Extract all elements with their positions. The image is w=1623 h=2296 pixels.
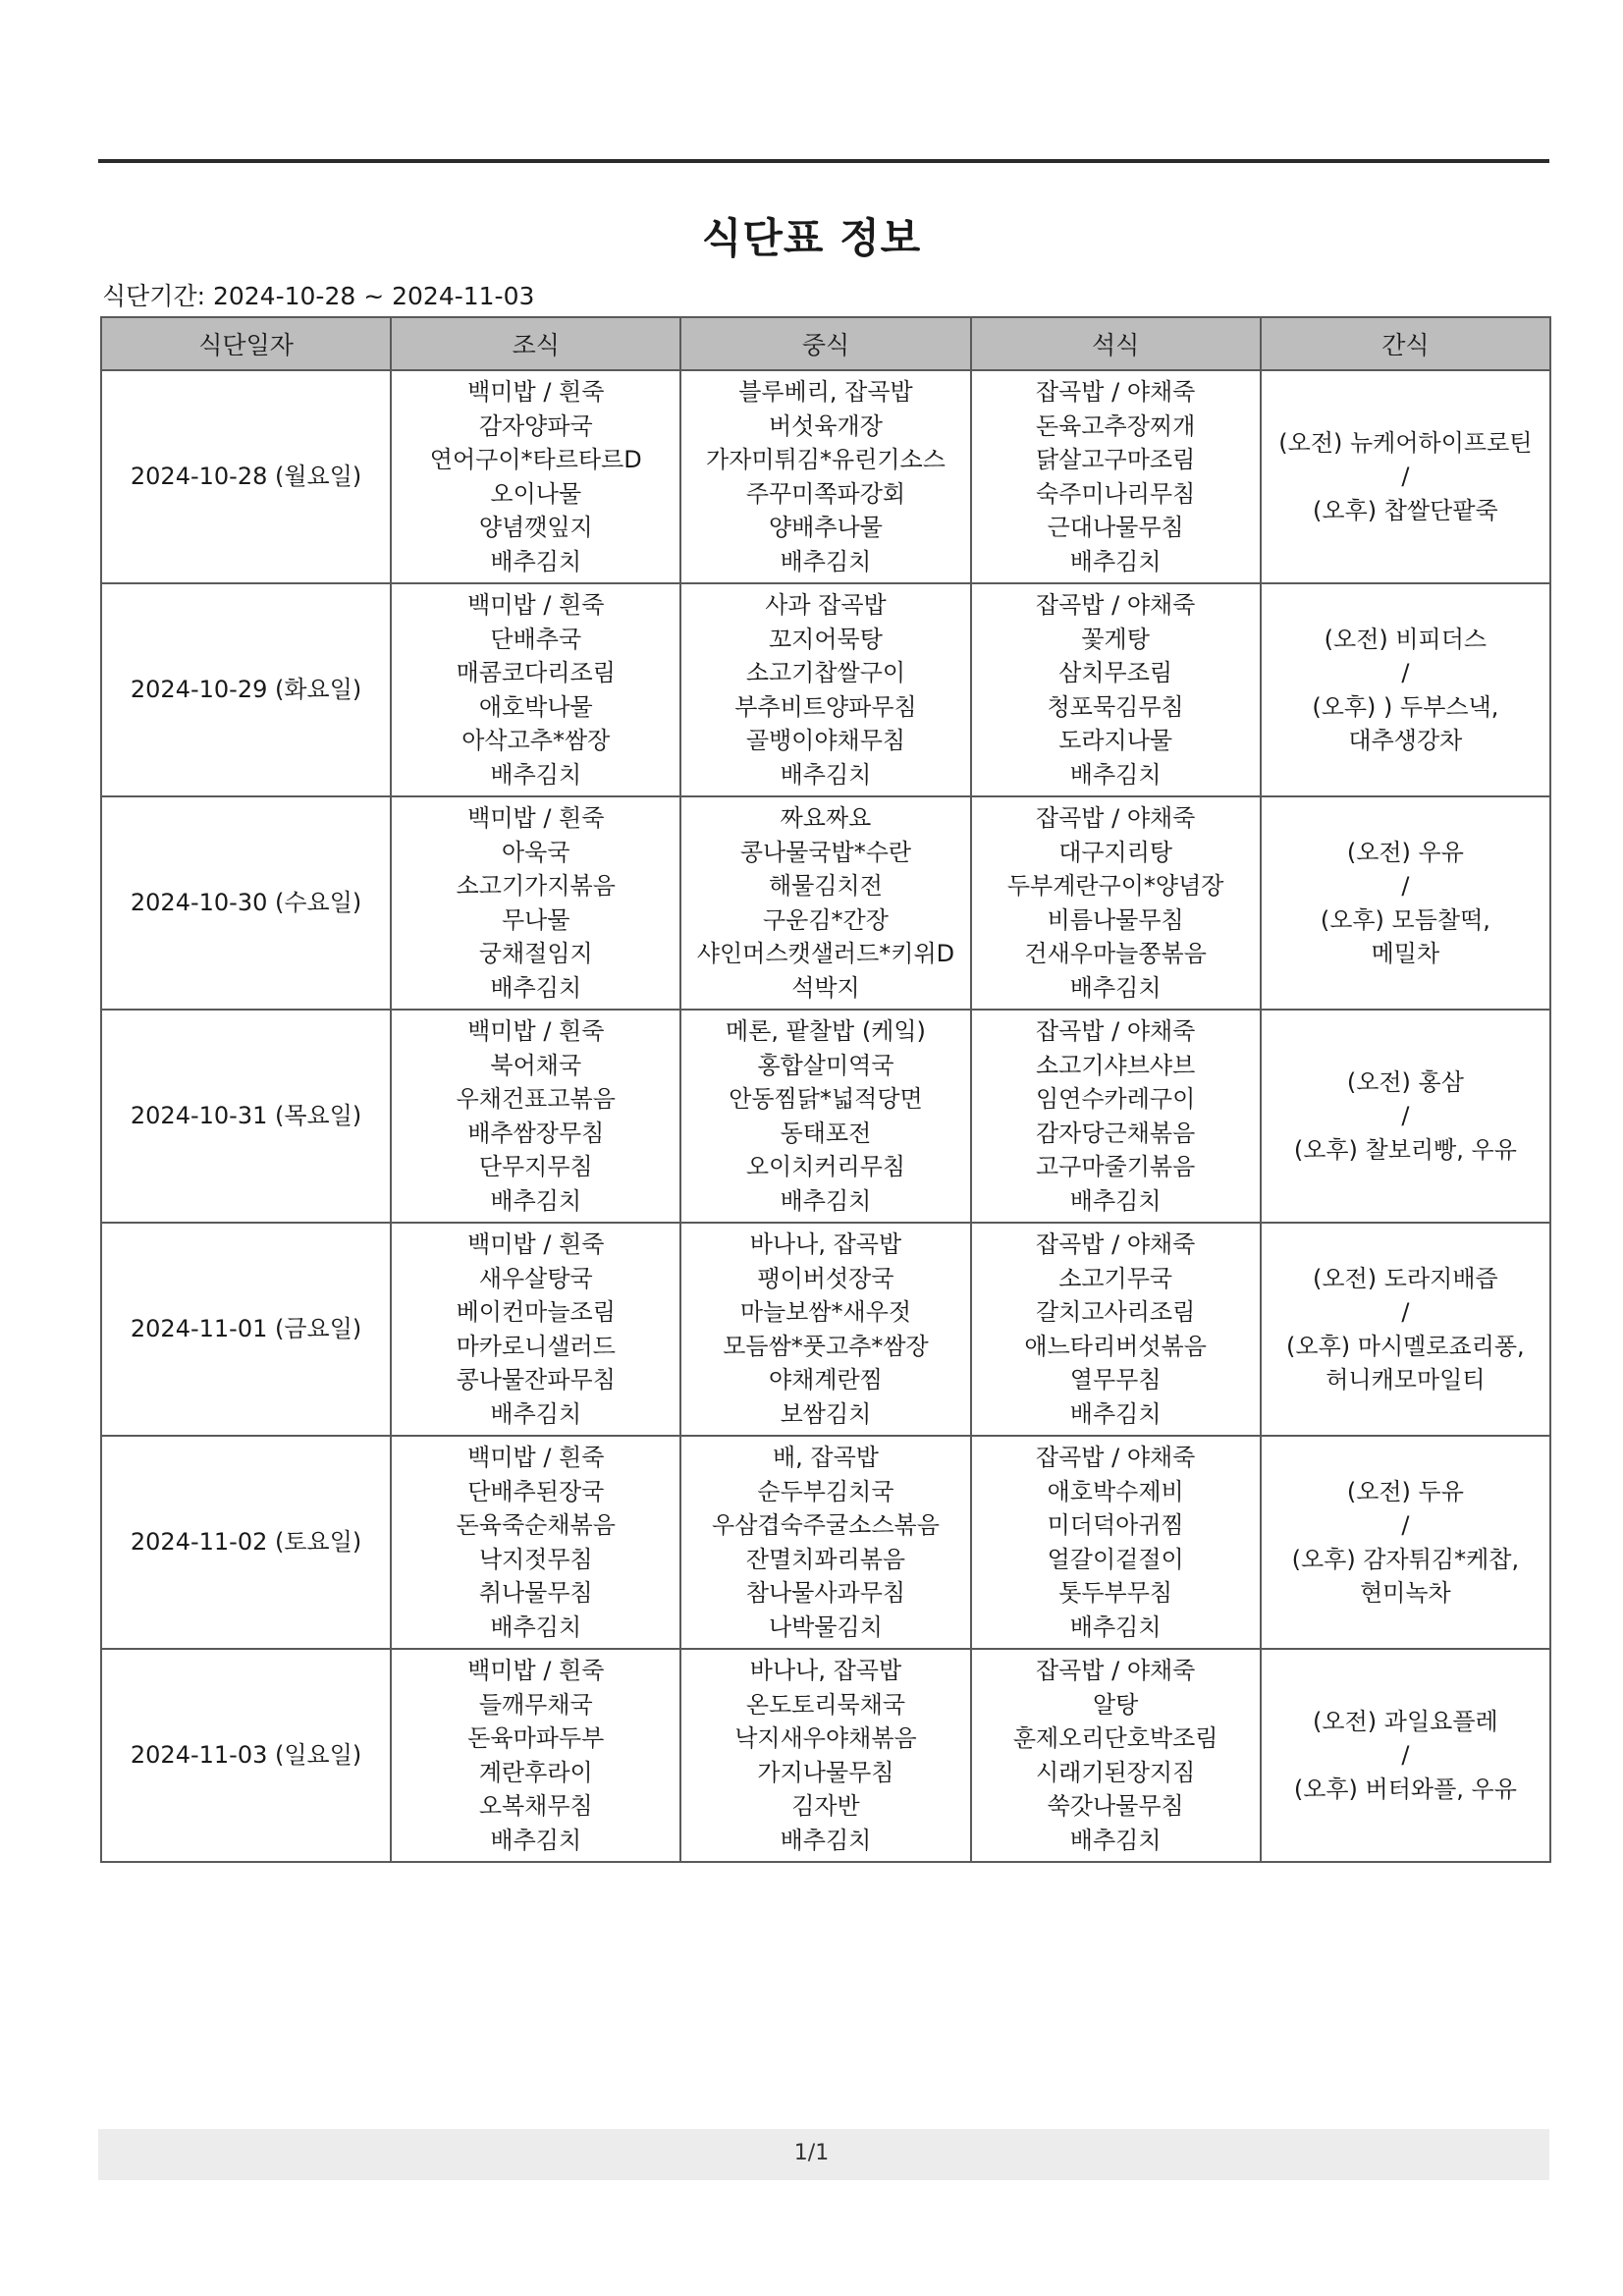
menu-item: 소고기샤브샤브	[1036, 1051, 1196, 1079]
menu-item: 콩나물잔파무침	[456, 1366, 616, 1394]
menu-item: 배추김치	[1069, 1613, 1162, 1641]
menu-item: 우채건표고볶음	[456, 1085, 616, 1113]
menu-item: 백미밥 / 흰죽	[467, 591, 605, 619]
menu-item: 야채계란찜	[769, 1366, 883, 1394]
breakfast-cell	[391, 583, 680, 796]
menu-item: 낙지새우야채볶음	[734, 1724, 917, 1752]
menu-item: 꼬지어묵탕	[769, 625, 883, 653]
menu-item: (오전) 뉴케어하이프로틴	[1278, 428, 1533, 457]
menu-item: 백미밥 / 흰죽	[467, 378, 605, 406]
menu-item: 쑥갓나물무침	[1047, 1792, 1184, 1820]
menu-item: (오후) 모듬찰떡,	[1320, 905, 1490, 934]
menu-item: 모듬쌈*풋고추*쌈장	[723, 1332, 929, 1360]
menu-item: 양배추나물	[769, 514, 883, 541]
table-row	[101, 370, 1550, 583]
header-lunch: 중식	[680, 317, 970, 370]
date-cell: 2024-10-30 (수요일)	[101, 796, 391, 1010]
menu-item: (오전) 도라지배즙	[1313, 1264, 1498, 1292]
menu-item: 순두부김치국	[757, 1477, 894, 1505]
meal-table	[100, 316, 1551, 1863]
menu-item: 단배추국	[490, 625, 582, 653]
menu-item: 가지나물무침	[757, 1758, 894, 1786]
menu-item: 소고기가지볶음	[456, 872, 616, 900]
dinner-cell	[971, 796, 1261, 1010]
menu-item: /	[1401, 1298, 1410, 1326]
menu-item: 소고기무국	[1058, 1264, 1173, 1292]
menu-item: 배추김치	[780, 1186, 872, 1215]
menu-item: 잡곡밥 / 야채죽	[1035, 1017, 1196, 1045]
menu-item: 북어채국	[490, 1051, 582, 1079]
menu-item: 잡곡밥 / 야채죽	[1035, 804, 1196, 832]
menu-item: 온도토리묵채국	[745, 1690, 906, 1719]
menu-item: 낙지젓무침	[478, 1545, 593, 1573]
menu-item: 백미밥 / 흰죽	[467, 1444, 605, 1471]
snack-cell	[1261, 796, 1550, 1010]
menu-item: 돈육마파두부	[467, 1724, 605, 1752]
menu-item: (오전) 두유	[1346, 1477, 1464, 1505]
menu-item: 청포묵김무침	[1047, 692, 1184, 721]
menu-item: 배추김치	[780, 547, 872, 575]
menu-item: 고구마줄기볶음	[1036, 1153, 1196, 1180]
meal-period: 식단기간: 2024-10-28 ~ 2024-11-03	[102, 282, 535, 310]
menu-item: 비름나물무침	[1047, 905, 1184, 934]
menu-item: 김자반	[791, 1792, 860, 1820]
menu-item: 부추비트양파무침	[734, 692, 917, 721]
menu-item: 배추김치	[1069, 1186, 1162, 1215]
lunch-cell	[680, 583, 970, 796]
menu-item: 갈치고사리조림	[1036, 1298, 1196, 1326]
menu-item: 백미밥 / 흰죽	[467, 1657, 605, 1684]
menu-item: 배추쌈장무침	[467, 1119, 605, 1147]
menu-item: 잡곡밥 / 야채죽	[1035, 1444, 1196, 1471]
menu-item: 버섯육개장	[769, 411, 883, 440]
menu-item: 취나물무침	[478, 1579, 593, 1607]
snack-cell	[1261, 370, 1550, 583]
menu-item: 오이나물	[490, 479, 582, 508]
menu-item: 백미밥 / 흰죽	[467, 804, 605, 832]
menu-item: 배추김치	[490, 760, 582, 789]
table-row	[101, 796, 1550, 1010]
table-row	[101, 1223, 1550, 1436]
menu-item: 현미녹차	[1360, 1579, 1451, 1607]
menu-item: (오후) 감자튀김*케찹,	[1291, 1545, 1520, 1573]
menu-item: 우삼겹숙주굴소스볶음	[712, 1511, 940, 1539]
menu-item: (오후) 마시멜로죠리퐁,	[1286, 1332, 1525, 1360]
menu-item: 사과 잡곡밥	[765, 591, 887, 619]
dinner-cell	[971, 1223, 1261, 1436]
menu-item: 잡곡밥 / 야채죽	[1035, 378, 1196, 406]
lunch-cell	[680, 1436, 970, 1649]
table-body	[101, 370, 1550, 1862]
lunch-cell	[680, 1010, 970, 1223]
menu-item: 석박지	[791, 973, 860, 1002]
menu-item: 오복채무침	[478, 1792, 593, 1820]
breakfast-cell	[391, 1436, 680, 1649]
snack-cell	[1261, 1010, 1550, 1223]
menu-item: 애호박나물	[478, 692, 593, 721]
breakfast-cell	[391, 1223, 680, 1436]
menu-item: 돈육고추장찌개	[1036, 411, 1196, 440]
menu-item: 건새우마늘쫑볶음	[1024, 940, 1207, 967]
date-cell: 2024-10-31 (목요일)	[101, 1010, 391, 1223]
menu-item: 들깨무채국	[478, 1690, 593, 1719]
table-row	[101, 1436, 1550, 1649]
menu-item: 잡곡밥 / 야채죽	[1035, 1230, 1196, 1258]
menu-item: 무나물	[502, 905, 570, 934]
snack-cell	[1261, 1649, 1550, 1862]
menu-item: 도라지나물	[1058, 727, 1173, 754]
menu-item: 소고기찹쌀구이	[745, 659, 906, 686]
menu-item: 닭살고구마조림	[1036, 446, 1196, 473]
menu-item: 배추김치	[490, 547, 582, 575]
menu-item: 시래기된장지짐	[1036, 1758, 1196, 1786]
menu-item: 배추김치	[490, 1613, 582, 1641]
table-header-row	[101, 317, 1550, 370]
breakfast-cell	[391, 370, 680, 583]
table-row	[101, 1010, 1550, 1223]
menu-item: 배추김치	[490, 1826, 582, 1854]
menu-item: 블루베리, 잡곡밥	[738, 378, 913, 406]
breakfast-cell	[391, 1649, 680, 1862]
menu-item: 허니캐모마일티	[1325, 1366, 1486, 1394]
menu-item: /	[1401, 1741, 1410, 1770]
menu-item: 아욱국	[502, 838, 570, 866]
snack-cell	[1261, 1223, 1550, 1436]
menu-item: 양념깻잎지	[478, 514, 593, 541]
menu-item: (오전) 과일요플레	[1313, 1707, 1498, 1735]
menu-item: 훈제오리단호박조림	[1012, 1724, 1218, 1752]
menu-item: /	[1401, 463, 1410, 491]
date-cell: 2024-11-02 (토요일)	[101, 1436, 391, 1649]
menu-item: /	[1401, 1511, 1410, 1539]
menu-item: 알탕	[1092, 1690, 1139, 1719]
menu-item: 바나나, 잡곡밥	[749, 1230, 902, 1258]
menu-item: (오후) 버터와플, 우유	[1293, 1775, 1517, 1803]
menu-item: 백미밥 / 흰죽	[467, 1017, 605, 1045]
menu-item: 연어구이*타르타르D	[429, 446, 642, 473]
menu-item: 나박물김치	[769, 1613, 883, 1641]
menu-item: 단무지무침	[478, 1153, 593, 1180]
menu-item: 얼갈이겉절이	[1047, 1545, 1184, 1573]
breakfast-cell	[391, 796, 680, 1010]
dinner-cell	[971, 1649, 1261, 1862]
page-title: 식단표 정보	[701, 214, 922, 262]
menu-item: 메밀차	[1371, 940, 1440, 967]
menu-item: 오이치커리무침	[745, 1153, 906, 1180]
menu-item: (오후) ) 두부스낵,	[1312, 692, 1499, 721]
menu-item: 참나물사과무침	[745, 1579, 906, 1607]
menu-item: 해물김치전	[769, 872, 883, 900]
menu-item: 돈육죽순채볶음	[456, 1511, 616, 1539]
menu-item: /	[1401, 659, 1410, 686]
menu-item: 가자미튀김*유린기소스	[706, 446, 946, 473]
menu-item: 베이컨마늘조림	[456, 1298, 616, 1326]
menu-item: 배추김치	[780, 1826, 872, 1854]
menu-item: 감자양파국	[478, 411, 593, 440]
menu-item: (오전) 홍삼	[1346, 1067, 1464, 1096]
menu-item: 숙주미나리무침	[1036, 479, 1196, 508]
menu-item: 보쌈김치	[780, 1399, 872, 1428]
breakfast-cell	[391, 1010, 680, 1223]
menu-item: 홍합살미역국	[757, 1051, 894, 1079]
menu-item: 삼치무조림	[1058, 659, 1173, 686]
date-cell: 2024-11-01 (금요일)	[101, 1223, 391, 1436]
menu-item: 배추김치	[1069, 760, 1162, 789]
lunch-cell	[680, 1223, 970, 1436]
menu-item: (오전) 우유	[1346, 838, 1464, 866]
menu-item: 동태포전	[780, 1119, 872, 1147]
table-row	[101, 1649, 1550, 1862]
snack-cell	[1261, 583, 1550, 796]
menu-item: 샤인머스캣샐러드*키위D	[696, 940, 955, 967]
menu-item: (오전) 비피더스	[1324, 625, 1488, 653]
menu-item: 구운김*간장	[763, 905, 889, 934]
menu-item: 마카로니샐러드	[456, 1332, 616, 1360]
menu-item: 배, 잡곡밥	[772, 1444, 879, 1471]
menu-item: 콩나물국밥*수란	[739, 838, 912, 866]
dinner-cell	[971, 583, 1261, 796]
header-date: 식단일자	[101, 317, 391, 370]
header-breakfast: 조식	[391, 317, 680, 370]
menu-item: 대추생강차	[1348, 727, 1463, 754]
date-cell: 2024-11-03 (일요일)	[101, 1649, 391, 1862]
menu-item: 배추김치	[490, 973, 582, 1002]
date-cell: 2024-10-29 (화요일)	[101, 583, 391, 796]
menu-item: 잔멸치꽈리볶음	[745, 1545, 906, 1573]
table-row	[101, 583, 1550, 796]
menu-item: 단배추된장국	[467, 1477, 605, 1505]
lunch-cell	[680, 1649, 970, 1862]
header-dinner: 석식	[971, 317, 1261, 370]
top-divider	[98, 159, 1549, 163]
menu-item: 마늘보쌈*새우젓	[739, 1298, 912, 1326]
menu-item: 궁채절임지	[478, 940, 593, 967]
menu-item: 메론, 팥찰밥 (케잌)	[726, 1017, 926, 1045]
menu-item: 배추김치	[1069, 1399, 1162, 1428]
menu-item: 새우살탕국	[478, 1264, 593, 1292]
lunch-cell	[680, 796, 970, 1010]
menu-item: 임연수카레구이	[1036, 1085, 1196, 1113]
page-number: 1/1	[793, 2141, 830, 2165]
menu-item: /	[1401, 1102, 1410, 1130]
snack-cell	[1261, 1436, 1550, 1649]
menu-item: 짜요짜요	[780, 804, 872, 832]
menu-item: 대구지리탕	[1058, 838, 1173, 866]
menu-item: 애느타리버섯볶음	[1024, 1332, 1207, 1360]
menu-item: 톳두부무침	[1058, 1579, 1173, 1607]
header-snack: 간식	[1261, 317, 1550, 370]
menu-item: 배추김치	[490, 1186, 582, 1215]
dinner-cell	[971, 1436, 1261, 1649]
menu-item: 안동찜닭*넓적당면	[729, 1085, 923, 1113]
menu-item: 바나나, 잡곡밥	[749, 1657, 902, 1684]
menu-item: 배추김치	[780, 760, 872, 789]
menu-item: 아삭고추*쌈장	[461, 727, 611, 754]
menu-item: 애호박수제비	[1047, 1477, 1184, 1505]
menu-item: 두부계란구이*양념장	[1006, 872, 1224, 900]
menu-item: 배추김치	[1069, 547, 1162, 575]
dinner-cell	[971, 1010, 1261, 1223]
menu-item: 꽃게탕	[1081, 625, 1150, 653]
menu-item: 매콤코다리조림	[456, 659, 616, 686]
dinner-cell	[971, 370, 1261, 583]
menu-item: 백미밥 / 흰죽	[467, 1230, 605, 1258]
menu-item: 근대나물무침	[1047, 514, 1184, 541]
menu-item: (오후) 찰보리빵, 우유	[1293, 1135, 1517, 1164]
menu-item: (오후) 찹쌀단팥죽	[1313, 496, 1498, 524]
menu-item: 미더덕아귀찜	[1047, 1511, 1184, 1539]
menu-item: 주꾸미쪽파강회	[745, 479, 906, 508]
menu-item: 배추김치	[1069, 973, 1162, 1002]
menu-item: 잡곡밥 / 야채죽	[1035, 1657, 1196, 1684]
date-cell: 2024-10-28 (월요일)	[101, 370, 391, 583]
menu-item: 배추김치	[490, 1399, 582, 1428]
menu-item: 열무무침	[1069, 1366, 1162, 1394]
menu-item: 계란후라이	[478, 1758, 593, 1786]
menu-item: 잡곡밥 / 야채죽	[1035, 591, 1196, 619]
menu-item: /	[1401, 872, 1410, 900]
menu-item: 배추김치	[1069, 1826, 1162, 1854]
menu-item: 골뱅이야채무침	[745, 727, 906, 754]
lunch-cell	[680, 370, 970, 583]
menu-item: 팽이버섯장국	[757, 1264, 894, 1292]
menu-item: 감자당근채볶음	[1036, 1119, 1196, 1147]
